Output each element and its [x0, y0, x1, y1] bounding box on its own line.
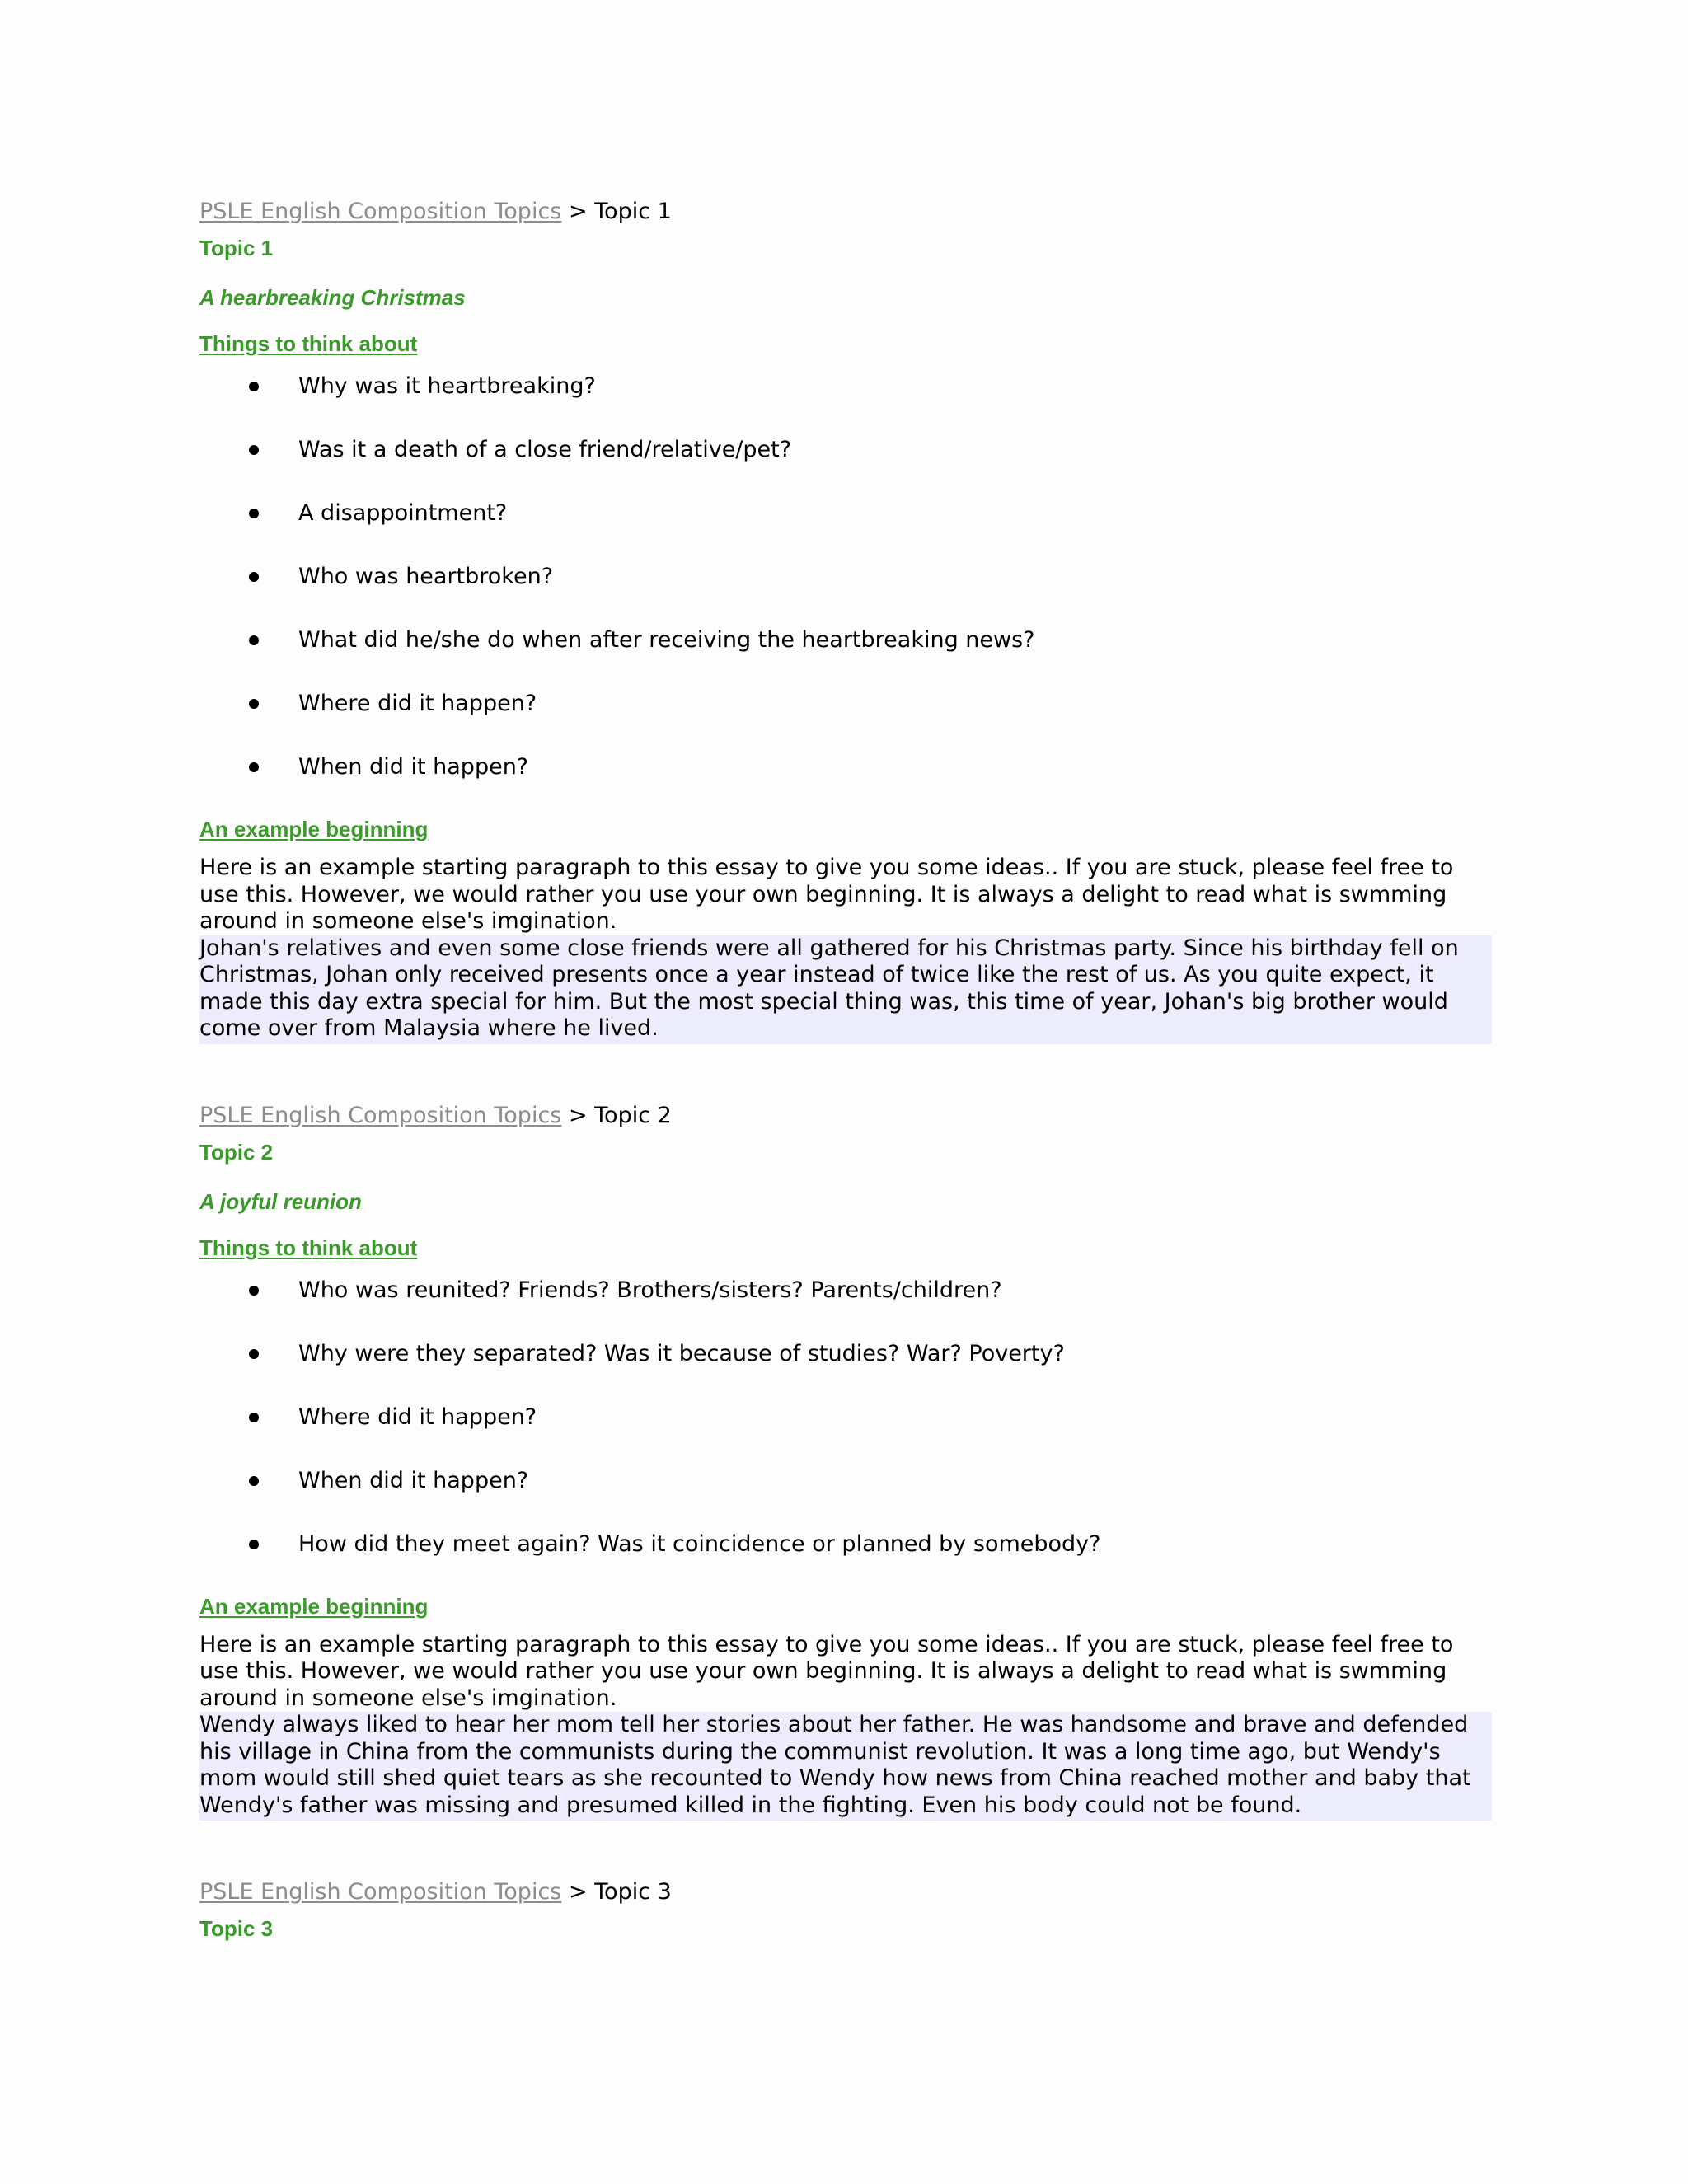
question-text: When did it happen?: [298, 754, 529, 780]
intro-paragraph: Here is an example starting paragraph to this essay to give you some ideas.. If you are stuck, please feel free to use this. However, we would rather you use your own beginning. It is always a delight to read what is swmming around in someone else's imgination.: [199, 855, 1454, 934]
topic-section-2: [199, 1102, 1492, 1821]
topic-title: A joyful reunion: [199, 1188, 362, 1214]
list-item: [199, 1340, 1492, 1368]
bullet-icon: [249, 509, 259, 518]
bullet-icon: [249, 699, 259, 709]
question-list: [199, 1277, 1492, 1558]
list-item: [199, 499, 1492, 527]
question-text: A disappointment?: [298, 500, 508, 526]
breadcrumb: [199, 198, 1492, 226]
breadcrumb: [199, 1102, 1492, 1130]
bullet-icon: [249, 1413, 259, 1422]
breadcrumb-current: Topic 3: [594, 1879, 672, 1905]
bullet-icon: [249, 1540, 259, 1549]
bullet-icon: [249, 1349, 259, 1359]
question-text: Where did it happen?: [298, 1404, 537, 1430]
list-item: [199, 373, 1492, 401]
question-text: Where did it happen?: [298, 691, 537, 716]
list-item: [199, 436, 1492, 464]
breadcrumb-separator: >: [561, 199, 595, 224]
bullet-icon: [249, 445, 259, 455]
list-item: [199, 753, 1492, 781]
list-item: [199, 626, 1492, 654]
bullet-icon: [249, 572, 259, 582]
bullet-icon: [249, 382, 259, 391]
topic-section-3: [199, 1878, 1492, 1941]
breadcrumb-current: Topic 2: [594, 1102, 672, 1128]
breadcrumb-current: Topic 1: [594, 199, 672, 224]
list-item: [199, 563, 1492, 591]
question-text: How did they meet again? Was it coincidence or planned by somebody?: [298, 1530, 1101, 1557]
bullet-icon: [249, 1286, 259, 1296]
list-item: [199, 1467, 1492, 1495]
topic-heading: Topic 2: [199, 1139, 274, 1165]
list-item: [199, 1530, 1492, 1558]
things-to-think-about-heading: Things to think about: [199, 331, 418, 356]
breadcrumb-link-composition-topics[interactable]: PSLE English Composition Topics: [199, 199, 562, 224]
topic-heading: Topic 1: [199, 236, 274, 260]
bullet-icon: [249, 762, 259, 772]
breadcrumb-separator: >: [561, 1102, 595, 1128]
breadcrumb-separator: >: [561, 1879, 595, 1905]
question-text: Was it a death of a close friend/relative/pet?: [298, 437, 792, 462]
question-text: Who was reunited? Friends? Brothers/sisters? Parents/children?: [298, 1277, 1002, 1303]
topic-section-1: [199, 198, 1492, 1044]
question-list: [199, 373, 1492, 781]
question-text: Why was it heartbreaking?: [298, 373, 596, 399]
question-text: Why were they separated? Was it because of studies? War? Poverty?: [298, 1340, 1065, 1366]
bullet-icon: [249, 1476, 259, 1486]
bullet-icon: [249, 635, 259, 645]
things-to-think-about-heading: Things to think about: [199, 1235, 418, 1260]
list-item: [199, 1404, 1492, 1432]
section-spacer: [199, 1821, 1492, 1878]
question-text: Who was heartbroken?: [298, 564, 554, 589]
section-spacer: [199, 1044, 1492, 1102]
topic-heading: Topic 3: [199, 1916, 274, 1941]
document-content: [199, 198, 1492, 1941]
example-paragraph: Wendy always liked to hear her mom tell her stories about her father. He was handsome and brave and defended his village in China from the communists during the communist revolution. It was a long time ago, but Wendy's mom would still shed quiet tears as she recounted to Wendy how news from China reached mother and baby that Wendy's father was missing and presumed killed in the fighting. Even his body could not be found.: [199, 1712, 1492, 1821]
breadcrumb-link-composition-topics[interactable]: PSLE English Composition Topics: [199, 1879, 562, 1905]
list-item: [199, 1277, 1492, 1305]
example-beginning-heading: An example beginning: [199, 817, 429, 841]
list-item: [199, 690, 1492, 718]
example-paragraph: Johan's relatives and even some close friends were all gathered for his Christmas party. Since his birthday fell on Christmas, Johan only received presents once a year instead of twice like the rest of us. As you quite expect, it made this day extra special for him. But the most special thing was, this time of year, Johan's big brother would come over from Malaysia where he lived.: [199, 935, 1492, 1044]
intro-paragraph: Here is an example starting paragraph to this essay to give you some ideas.. If you are stuck, please feel free to use this. However, we would rather you use your own beginning. It is always a delight to read what is swmming around in someone else's imgination.: [199, 1631, 1454, 1711]
question-text: When did it happen?: [298, 1467, 529, 1493]
example-beginning-heading: An example beginning: [199, 1593, 429, 1619]
question-text: What did he/she do when after receiving the heartbreaking news?: [298, 627, 1035, 653]
topic-title: A hearbreaking Christmas: [199, 285, 466, 310]
breadcrumb: [199, 1878, 1492, 1906]
breadcrumb-link-composition-topics[interactable]: PSLE English Composition Topics: [199, 1102, 562, 1128]
